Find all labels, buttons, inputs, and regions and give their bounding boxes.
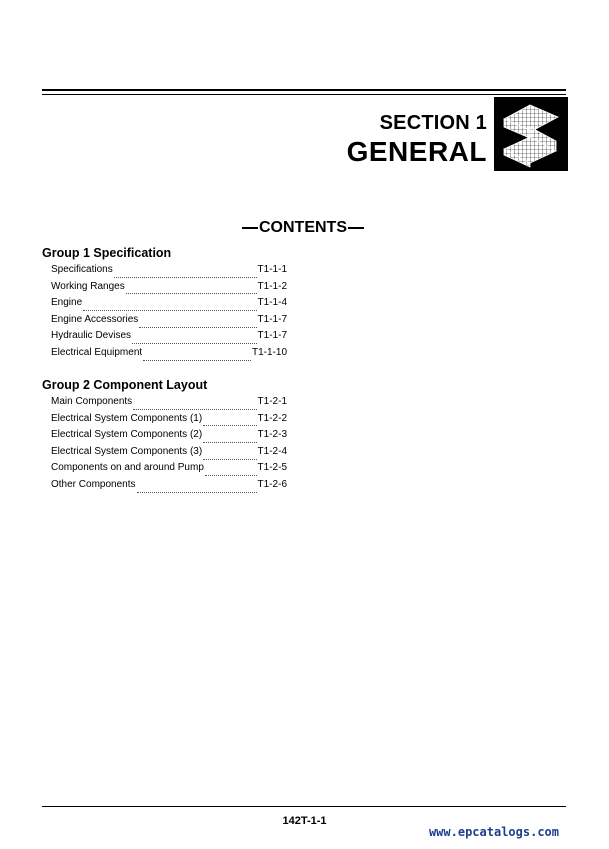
toc-entry-label: Electrical System Components (3) [51,445,203,457]
toc-entry-label: Specifications [51,264,113,275]
toc-entry-label: Electrical System Components (2) [51,429,203,441]
toc-leader-dots [143,352,251,361]
group-1-title: Group 1 Specification [42,246,172,260]
section-logo-icon [494,97,568,171]
toc-leader-dots [137,484,257,493]
header-rule-thick [42,89,566,91]
toc-entry[interactable] [51,330,287,347]
toc-entry[interactable] [51,446,287,463]
footer-rule [42,806,566,807]
toc-entry-label: Hydraulic Devises [51,330,132,342]
toc-entry-label: Electrical System Components (1) [51,412,203,424]
toc-entry-label: Other Components [51,478,136,490]
heading-dash-right [348,227,364,229]
toc-entry-page: T1-1-1 [257,264,287,275]
toc-entry-label: Components on and around Pump [51,462,204,474]
toc-entry-label: Electrical Equipment [51,346,143,358]
heading-dash-left [242,227,258,229]
toc-entry-page: T1-2-3 [257,429,287,441]
toc-leader-dots [133,401,256,410]
toc-entry[interactable] [51,429,287,446]
toc-leader-dots [205,467,257,476]
toc-entry-page: T1-1-4 [257,297,287,309]
toc-leader-dots [203,434,256,443]
toc-entry-page: T1-1-7 [257,330,287,342]
toc-entry-page: T1-2-4 [257,445,287,457]
toc-entry[interactable] [51,281,287,298]
toc-entry[interactable] [51,314,287,331]
group-2-toc-list [51,396,287,496]
toc-leader-dots [132,335,257,344]
toc-entry-page: T1-1-10 [251,346,287,358]
toc-leader-dots [126,285,257,294]
toc-entry[interactable] [51,347,287,364]
toc-leader-dots [114,269,257,278]
toc-entry-page: T1-2-2 [257,412,287,424]
toc-entry[interactable] [51,396,287,413]
toc-entry-page: T1-2-6 [257,478,287,490]
toc-entry-label: Engine [51,297,83,309]
contents-heading [242,219,364,237]
header-rule-thin [42,94,566,95]
toc-leader-dots [139,319,256,328]
toc-entry[interactable] [51,264,287,281]
toc-entry-page: T1-1-2 [257,280,287,292]
toc-entry-page: T1-1-7 [257,313,287,325]
toc-entry-label: Main Components [51,396,133,407]
toc-entry[interactable] [51,297,287,314]
section-label: SECTION 1 [379,112,487,134]
group-1-toc-list [51,264,287,364]
section-title: GENERAL [346,136,487,167]
toc-leader-dots [83,302,256,311]
contents-heading-text: CONTENTS [259,219,347,236]
toc-entry[interactable] [51,479,287,496]
toc-leader-dots [203,417,256,426]
toc-leader-dots [203,451,256,460]
group-2-title: Group 2 Component Layout [42,378,208,392]
watermark-link[interactable]: www.epcatalogs.com [428,825,559,839]
page-number: 142T-1-1 [282,815,327,827]
toc-entry[interactable] [51,462,287,479]
toc-entry-label: Working Ranges [51,280,125,292]
toc-entry-label: Engine Accessories [51,313,139,325]
toc-entry-page: T1-2-5 [257,462,287,474]
toc-entry-page: T1-2-1 [257,396,287,407]
toc-entry[interactable] [51,413,287,430]
